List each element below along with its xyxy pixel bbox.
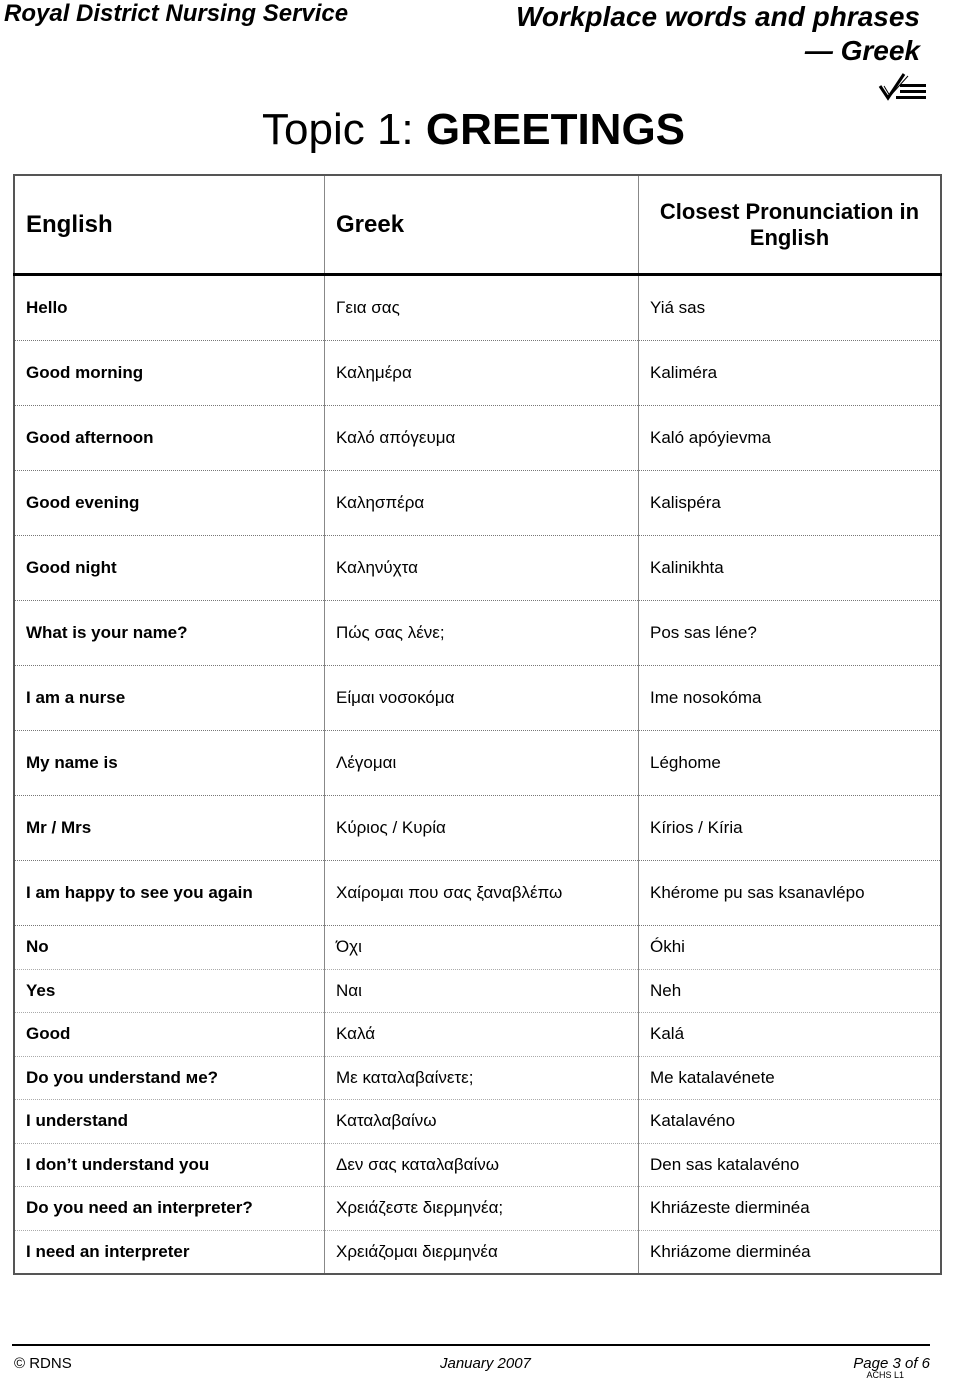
greek-cell: Καλά [325,1013,639,1057]
pronunciation-cell: Kalispéra [639,471,942,536]
header-english: English [14,175,325,275]
table-row [14,1056,941,1100]
table-row [14,471,941,536]
table-row [14,969,941,1013]
table-row [14,406,941,471]
english-cell: I am happy to see you again [14,861,325,926]
footer-divider [12,1344,930,1346]
greek-cell: Όχι [325,926,639,970]
table-row [14,796,941,861]
english-cell: I understand [14,1100,325,1144]
greek-cell: Με καταλαβαίνετε; [325,1056,639,1100]
greek-cell: Χρειάζομαι διερμηνέα [325,1230,639,1274]
pronunciation-cell: Den sas katalavéno [639,1143,942,1187]
table-row [14,1100,941,1144]
organization-name: Royal District Nursing Service [4,0,349,27]
table-row [14,731,941,796]
pronunciation-cell: Khriázeste dierminéa [639,1187,942,1231]
page-title-prefix: Topic 1: [262,105,426,154]
english-cell: I don’t understand you [14,1143,325,1187]
english-cell: Good afternoon [14,406,325,471]
footer-date: January 2007 [440,1355,531,1372]
pronunciation-cell: Yiá sas [639,275,942,341]
pronunciation-cell: Neh [639,969,942,1013]
table-row [14,1013,941,1057]
table-row [14,1187,941,1231]
footer-copyright: © RDNS [14,1355,72,1372]
translation-standards-logo-icon [878,72,928,106]
greek-cell: Χρειάζεστε διερμηνέα; [325,1187,639,1231]
english-cell: I need an interpreter [14,1230,325,1274]
greek-cell: Δεν σας καταλαβαίνω [325,1143,639,1187]
page-title-topic: GREETINGS [425,105,686,154]
table-row [14,1230,941,1274]
pronunciation-cell: Ókhi [639,926,942,970]
pronunciation-cell: Katalavéno [639,1100,942,1144]
greek-cell: Πώς σας λένε; [325,601,639,666]
greek-cell: Κύριος / Κυρία [325,796,639,861]
greek-cell: Καλησπέρα [325,471,639,536]
header-pronunciation: Closest Pronunciation in English [639,175,942,275]
greek-cell: Καταλαβαίνω [325,1100,639,1144]
header-greek: Greek [325,175,639,275]
pronunciation-cell: Pos sas léne? [639,601,942,666]
pronunciation-cell: Kalá [639,1013,942,1057]
table-row [14,666,941,731]
pronunciation-cell: Kaló apóyievma [639,406,942,471]
pronunciation-cell: Kírios / Kíria [639,796,942,861]
english-cell: Do you understand ме? [14,1056,325,1100]
english-cell: Good [14,1013,325,1057]
table-row [14,536,941,601]
table-row [14,1143,941,1187]
greek-cell: Ναι [325,969,639,1013]
table-row [14,275,941,341]
english-cell: Good night [14,536,325,601]
pronunciation-cell: Léghome [639,731,942,796]
document-title-line1: Workplace words and phrases [515,1,920,32]
pronunciation-cell: Khérome pu sas ksanavlépo [639,861,942,926]
english-cell: Good evening [14,471,325,536]
footer-code: ACHS L1 [866,1370,904,1380]
pronunciation-cell: Kalinikhta [639,536,942,601]
greek-cell: Γεια σας [325,275,639,341]
pronunciation-cell: Ime nosokóma [639,666,942,731]
english-cell: No [14,926,325,970]
english-cell: Good morning [14,341,325,406]
english-cell: Mr / Mrs [14,796,325,861]
english-cell: I am a nurse [14,666,325,731]
greek-cell: Χαίρομαι που σας ξαναβλέπω [325,861,639,926]
document-title [516,0,920,68]
table-row [14,601,941,666]
greek-cell: Καληνύχτα [325,536,639,601]
english-cell: Do you need an interpreter? [14,1187,325,1231]
english-cell: What is your name? [14,601,325,666]
phrases-table [13,174,942,1275]
table-header-row [14,175,941,275]
english-cell: Yes [14,969,325,1013]
pronunciation-cell: Khriázome dierminéa [639,1230,942,1274]
table-row [14,861,941,926]
pronunciation-cell: Me katalavénete [639,1056,942,1100]
document-title-line2: — Greek [804,35,920,66]
page-title [262,102,685,158]
greek-cell: Είμαι νοσοκόμα [325,666,639,731]
footer-page-number: Page 3 of 6 [853,1355,930,1372]
table-row [14,926,941,970]
english-cell: Hello [14,275,325,341]
greek-cell: Καλημέρα [325,341,639,406]
greek-cell: Λέγομαι [325,731,639,796]
greek-cell: Καλό απόγευμα [325,406,639,471]
pronunciation-cell: Kaliméra [639,341,942,406]
table-row [14,341,941,406]
english-cell: My name is [14,731,325,796]
